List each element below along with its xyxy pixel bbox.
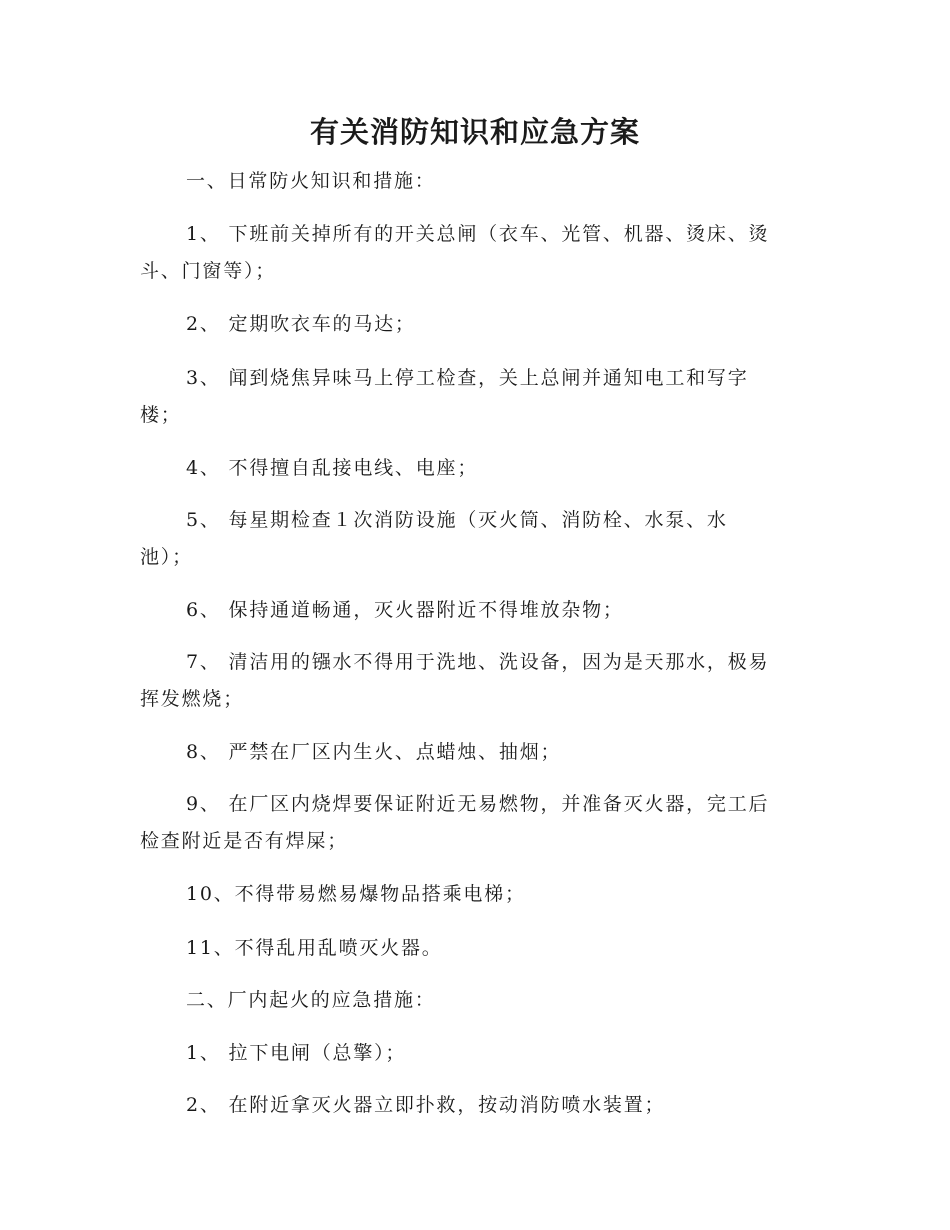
- paragraph-line: 6、 保持通道畅通，灭火器附近不得堆放杂物；: [186, 599, 624, 621]
- paragraph-line: 4、 不得擅自乱接电线、电座；: [186, 457, 479, 479]
- paragraph-line: 2、 在附近拿灭火器立即扑救，按动消防喷水装置；: [186, 1094, 666, 1116]
- paragraph-line: 检查附近是否有焊屎；: [140, 830, 349, 852]
- paragraph-line: 楼；: [140, 404, 182, 426]
- list-item-10: [140, 876, 800, 913]
- list-item-5: [140, 502, 800, 576]
- list-item-2: [140, 306, 800, 343]
- paragraph-line: 2、 定期吹衣车的马达；: [186, 313, 416, 335]
- paragraph-line: 3、 闻到烧焦异味马上停工检查，关上总闸并通知电工和写字: [186, 367, 749, 389]
- section-heading-daily-fire-prevention: [140, 163, 800, 200]
- list-item-11: [140, 930, 800, 967]
- paragraph-line: 池）；: [140, 546, 193, 568]
- paragraph-line: 11、不得乱用乱喷灭火器。: [186, 937, 443, 959]
- paragraph-line: 斗、门窗等）；: [140, 260, 277, 282]
- list-item-6: [140, 592, 800, 629]
- list-item-7: [140, 644, 800, 718]
- paragraph-line: 1、 拉下电闸（总擎）；: [186, 1042, 407, 1064]
- emergency-item-1: [140, 1035, 800, 1072]
- emergency-item-2: [140, 1087, 800, 1124]
- paragraph-line: 挥发燃烧；: [140, 688, 245, 710]
- list-item-1: [140, 216, 800, 290]
- paragraph-line: 7、 清洁用的镪水不得用于洗地、洗设备，因为是天那水，极易: [186, 651, 770, 673]
- document-title: 有关消防知识和应急方案: [309, 115, 640, 149]
- list-item-9: [140, 786, 800, 860]
- list-item-3: [140, 360, 800, 434]
- paragraph-line: 9、 在厂区内烧焊要保证附近无易燃物，并准备灭火器，完工后: [186, 793, 770, 815]
- list-item-4: [140, 450, 800, 487]
- paragraph-line: 8、 严禁在厂区内生火、点蜡烛、抽烟；: [186, 741, 562, 763]
- section-heading-fire-emergency-measures: [140, 982, 800, 1019]
- paragraph-line: 10、不得带易燃易爆物品搭乘电梯；: [186, 883, 526, 905]
- paragraph-line: 一、日常防火知识和措施：: [186, 170, 436, 192]
- list-item-8: [140, 734, 800, 771]
- paragraph-line: 二、厂内起火的应急措施：: [186, 989, 436, 1011]
- paragraph-line: 5、 每星期检查１次消防设施（灭火筒、消防栓、水泵、水: [186, 509, 728, 531]
- paragraph-line: 1、 下班前关掉所有的开关总闸（衣车、光管、机器、烫床、烫: [186, 223, 770, 245]
